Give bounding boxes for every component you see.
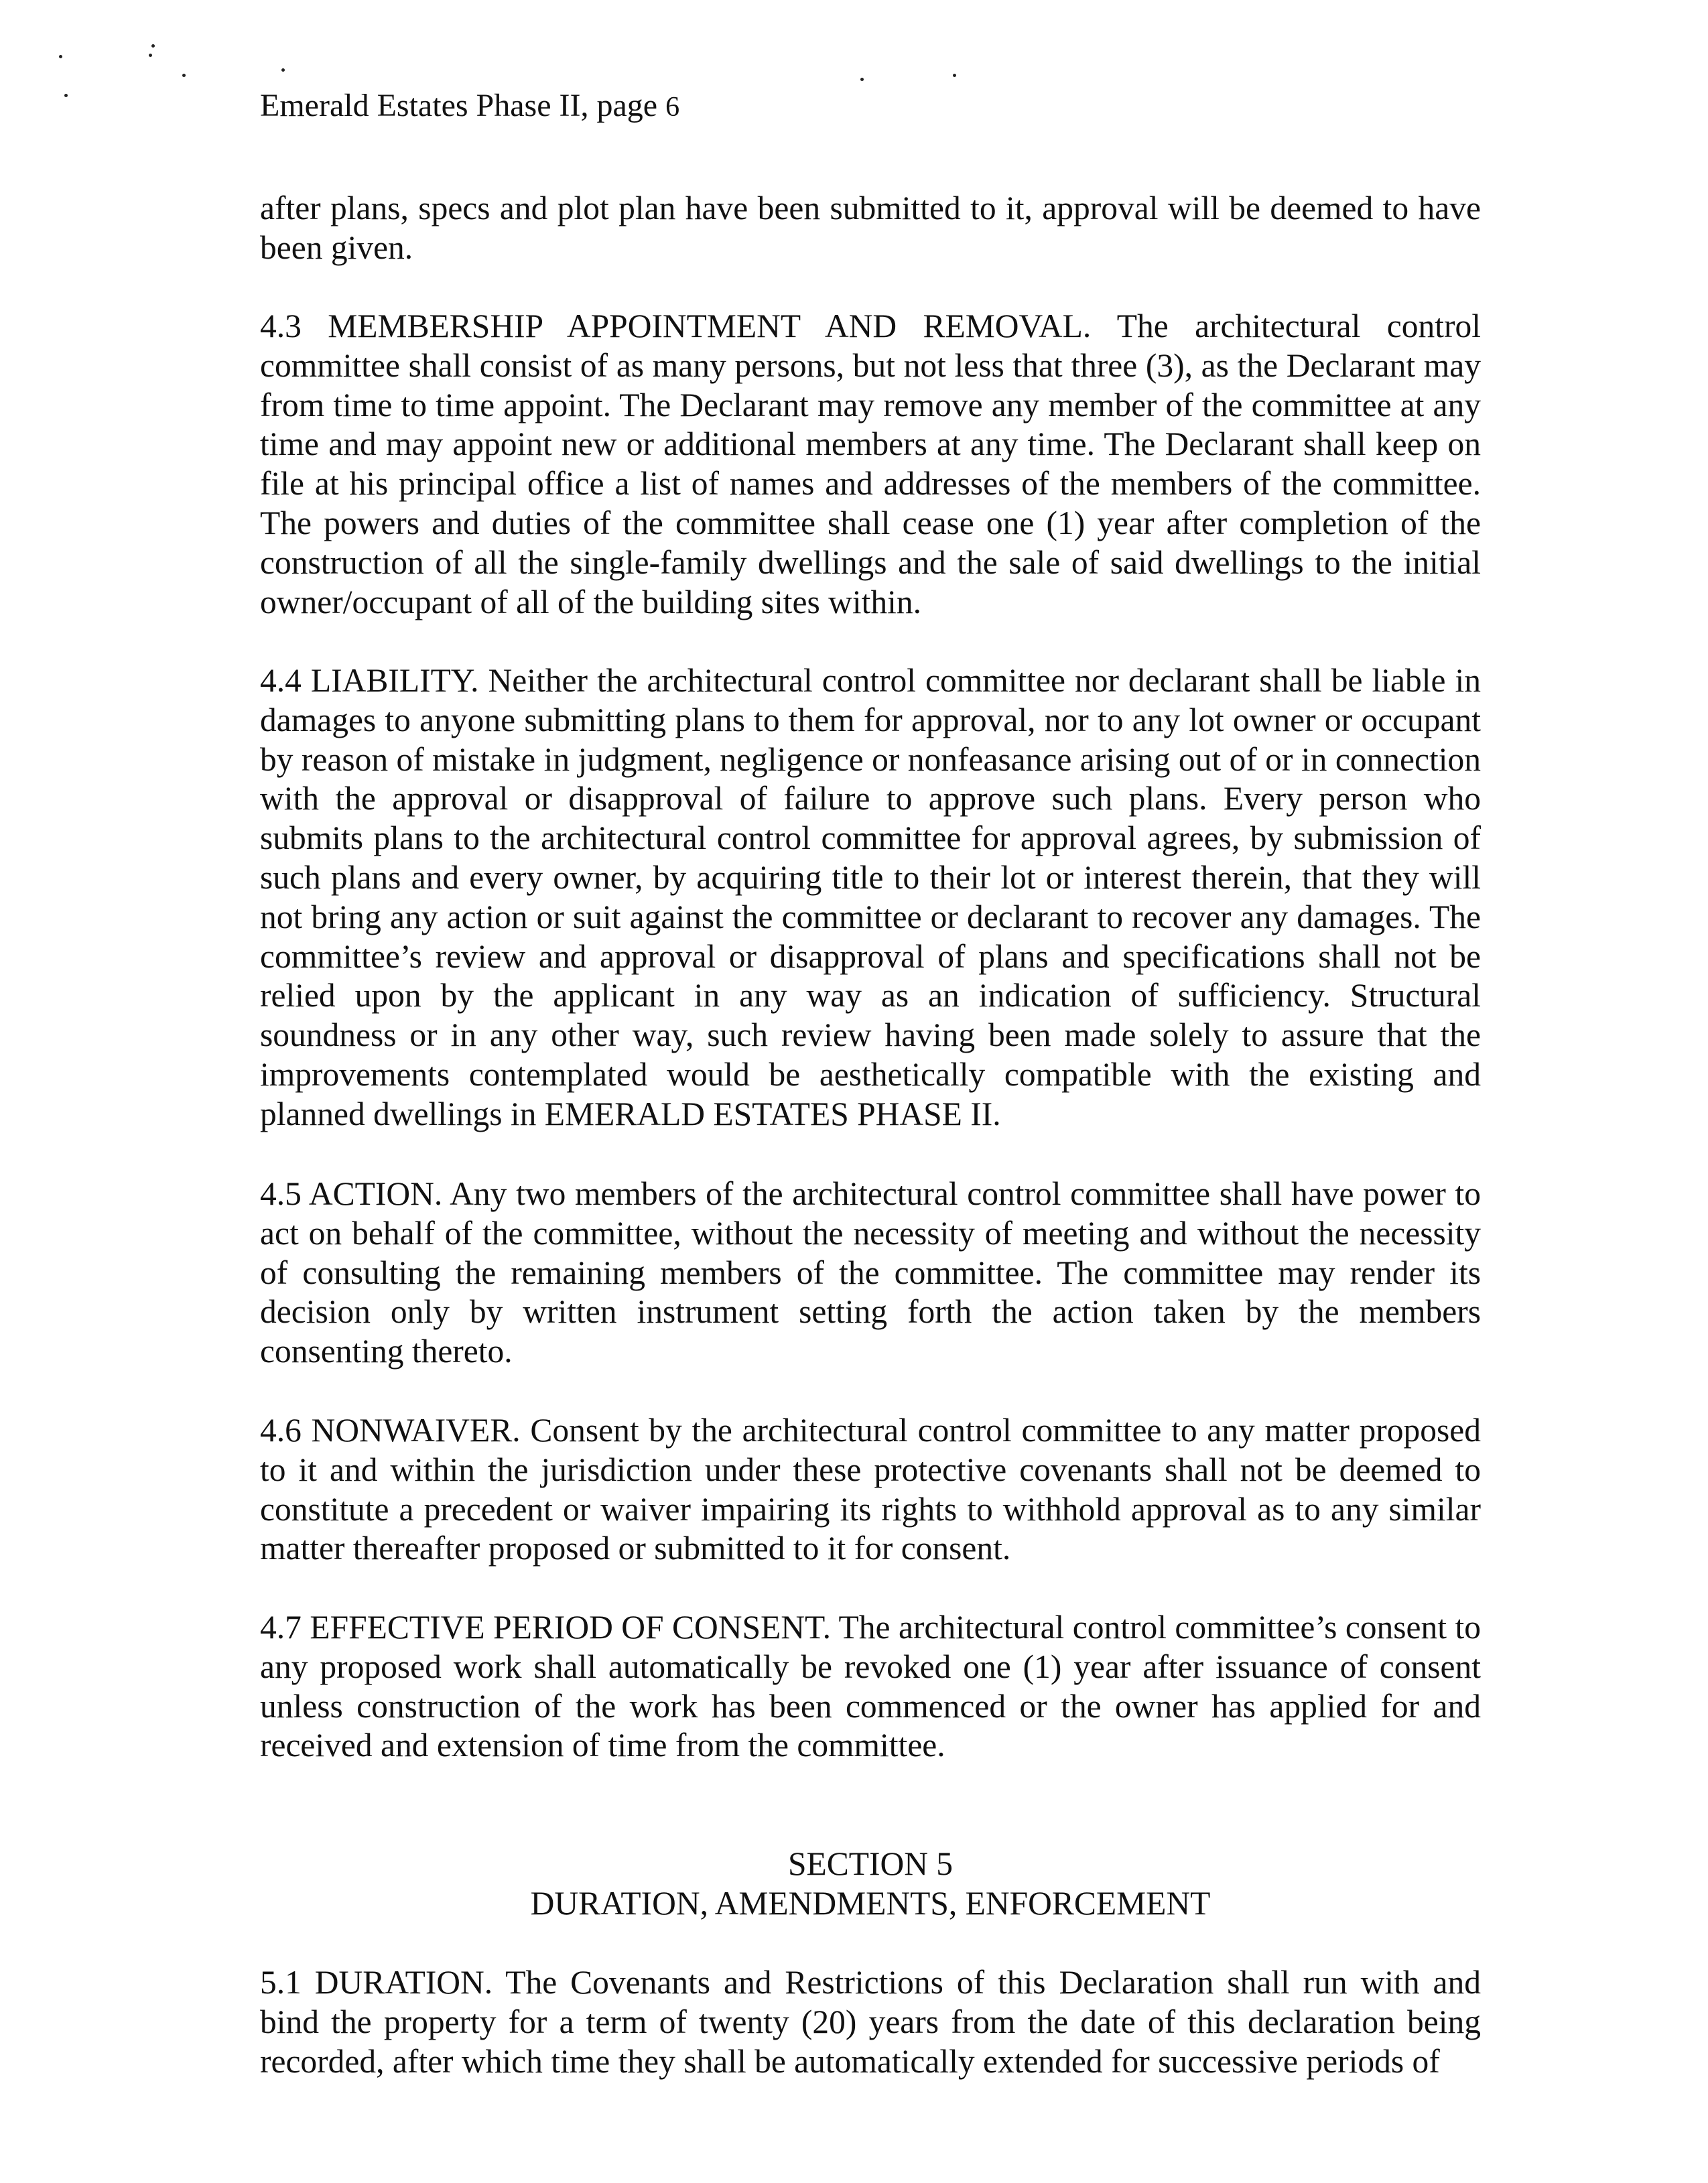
scan-speck — [151, 44, 155, 48]
scan-speck — [149, 54, 152, 57]
paragraph-4-4-liability: 4.4 LIABILITY. Neither the architectural control committee nor declarant shall be liable in damages to anyone submitting plans to them for approval, nor to any lot owner or occupant by reason of mistake in judgment, negligence or nonfeasance arising out of or in connection with the approval or disapproval of failure to approve such plans. Every person who submits plans to the architectural control committee for approval agrees, by submission of such plans and every owner, by acquiring title to their lot or interest therein, that they will not bring any action or suit against the committee or declarant to recover any damages. The committee’s review and approval or disapproval of plans and specifications shall not be relied upon by the applicant in any way as an indication of sufficiency. Structural soundness or in any other way, such review having been made solely to assure that the improvements contemplated would be aesthetically compatible with the existing and planned dwellings in EMERALD ESTATES PHASE II. — [260, 662, 1481, 1132]
paragraph-4-5-action: 4.5 ACTION. Any two members of the architectural control committee shall have power to act on behalf of the committee, without the necessity of meeting and without the necessity of consulting the remaining members of the committee. The committee may render its decision only by written instrument setting forth the action taken by the members consenting thereto. — [260, 1175, 1481, 1370]
paragraph-continuation: after plans, specs and plot plan have been submitted to it, approval will be deemed to have been given. — [260, 190, 1481, 266]
scan-speck — [182, 74, 186, 77]
paragraph-4-6-nonwaiver: 4.6 NONWAIVER. Consent by the architectural control committee to any matter proposed to it and within the jurisdiction under these protective covenants shall not be deemed to constitute a precedent or waiver impairing its rights to withhold approval as to any similar matter thereafter proposed or submitted to it for consent. — [260, 1412, 1481, 1567]
scan-speck — [64, 94, 68, 97]
header-page-number: 6 — [665, 92, 680, 123]
scan-speck — [860, 78, 864, 81]
scan-speck — [59, 55, 62, 58]
header-title: Emerald Estates Phase II, page — [260, 88, 658, 123]
section-number: SECTION 5 — [787, 1845, 954, 1882]
section-title: DURATION, AMENDMENTS, ENFORCEMENT — [530, 1885, 1211, 1922]
page-header — [260, 86, 679, 127]
paragraph-5-1-duration: 5.1 DURATION. The Covenants and Restrictions of this Declaration shall run with and bind the property for a term of twenty (20) years from the date of this declaration being recorded, after which time they shall be automatically extended for successive periods of — [260, 1964, 1481, 2080]
paragraph-4-3-membership: 4.3 MEMBERSHIP APPOINTMENT AND REMOVAL. The architectural control committee shall consist of as many persons, but not less that three (3), as the Declarant may from time to time appoint. The Declarant may remove any member of the committee at any time and may appoint new or additional members at any time. The Declarant shall keep on file at his principal office a list of names and addresses of the members of the committee. The powers and duties of the committee shall cease one (1) year after completion of the construction of all the single-family dwellings and the sale of said dwellings to the initial owner/occupant of all of the building sites within. — [260, 308, 1481, 620]
scan-speck — [281, 68, 285, 72]
scan-speck — [953, 74, 956, 77]
paragraph-4-7-effective-period: 4.7 EFFECTIVE PERIOD OF CONSENT. The architectural control committee’s consent to any proposed work shall automatically be revoked one (1) year after issuance of consent unless construction of the work has been commenced or the owner has applied for and received and extension of time from the committee. — [260, 1609, 1481, 1764]
